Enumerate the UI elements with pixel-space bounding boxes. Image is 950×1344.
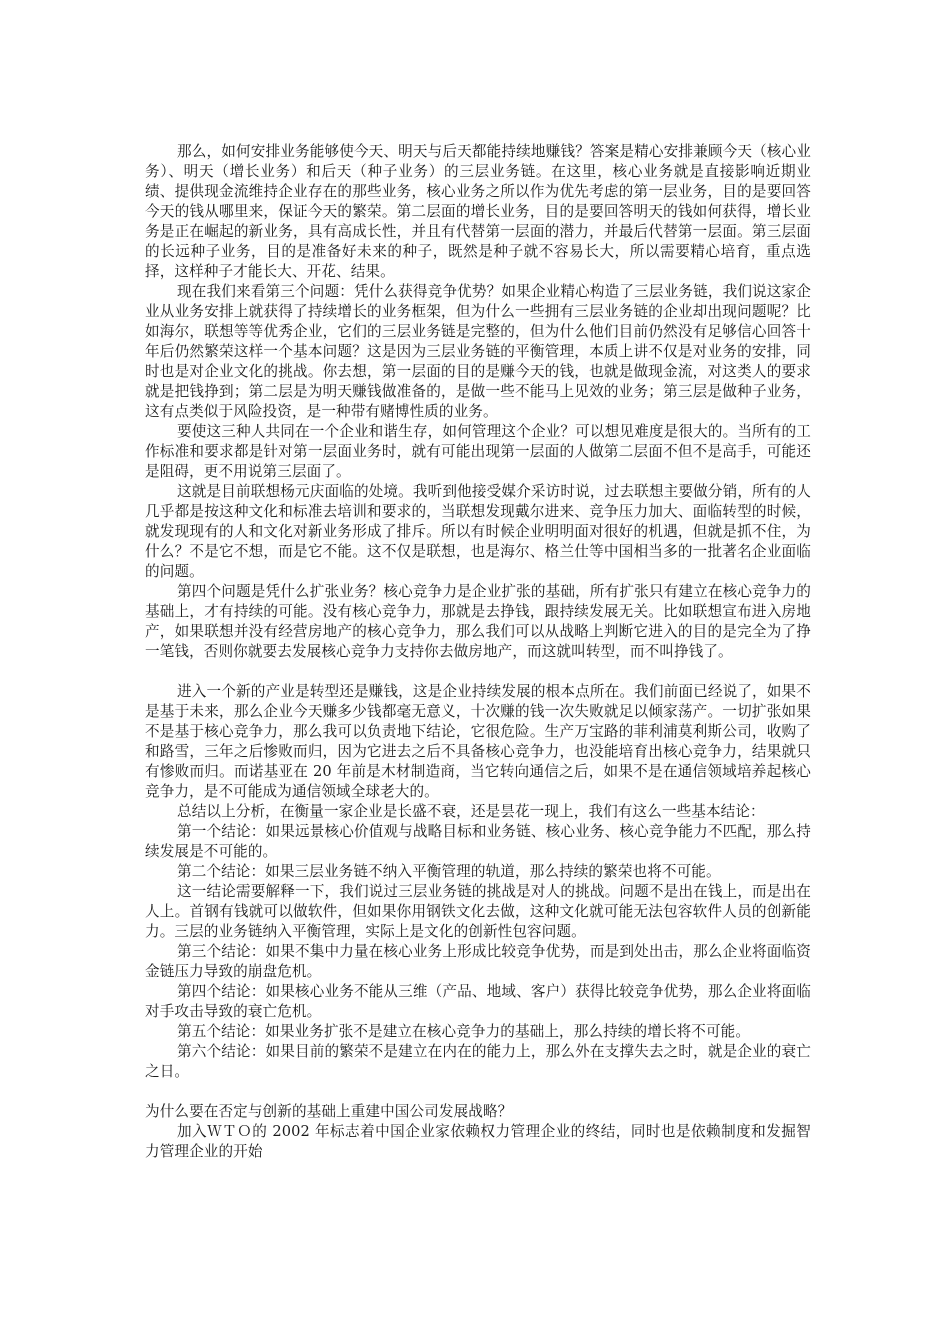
paragraph-conclusion-2: 第二个结论：如果三层业务链不纳入平衡管理的轨道，那么持续的繁荣也将不可能。 — [177, 863, 721, 880]
paragraph-expansion: 第四个问题是凭什么扩张业务？核心竞争力是企业扩张的基础，所有扩张只有建立在核心竞争力的基础上，才有持续的可能。没有核心竞争力，那就是去挣钱，跟持续发展无关。比如联想宣布进入房地产，如果联想并没有经营房地产的核心竞争力，那么我们可以从战略上判断它进入的目的是完全为了挣一笔钱，否则你就要去发展核心竞争力支持你去做房地产，而这就叫转型，而不叫挣钱了。 — [145, 583, 811, 660]
paragraph-lenovo-situation: 这就是目前联想杨元庆面临的处境。我听到他接受媒介采访时说，过去联想主要做分销，所有的人几乎都是按这种文化和标准去培训和要求的，当联想发现戴尔进来、竞争压力加大、面临转型的时候，就发现现有的人和文化对新业务形成了排斥。所以有时候企业明明面对很好的机遇，但就是抓不住，为什么？不是它不想，而是它不能。这不仅是联想，也是海尔、格兰仕等中国相当多的一批著名企业面临的问题。 — [145, 483, 811, 580]
paragraph-conclusion-6: 第六个结论：如果目前的繁荣不是建立在内在的能力上，那么外在支撑失去之时，就是企业的衰亡之日。 — [145, 1043, 811, 1080]
document-page — [145, 142, 811, 1162]
section-heading: 为什么要在否定与创新的基础上重建中国公司发展战略？ — [145, 1103, 513, 1120]
paragraph-conclusion-4: 第四个结论：如果核心业务不能从三维（产品、地域、客户）获得比较竞争优势，那么企业将面临对手攻击导致的衰亡危机。 — [145, 983, 811, 1020]
paragraph-gap — [145, 662, 811, 682]
paragraph-competitive-advantage: 现在我们来看第三个问题：凭什么获得竞争优势？如果企业精心构造了三层业务链，我们说这家企业从业务安排上就获得了持续增长的业务框架，但为什么一些拥有三层业务链的企业却出现问题呢？比如海尔，联想等等优秀企业，它们的三层业务链是完整的，但为什么他们目前仍然没有足够信心回答十年后仍然繁荣这样一个基本问题？这是因为三层业务链的平衡管理，本质上讲不仅是对业务的安排，同时也是对企业文化的挑战。你去想，第一层面的目的是赚今天的钱，也就是做现金流，对这类人的要求就是把钱挣到；第二层是为明天赚钱做准备的，是做一些不能马上见效的业务；第三层是做种子业务，这有点类似于风险投资，是一种带有赌博性质的业务。 — [145, 283, 811, 420]
paragraph-conclusion-2-explanation: 这一结论需要解释一下，我们说过三层业务链的挑战是对人的挑战。问题不是出在钱上，而是出在人上。首钢有钱就可以做软件，但如果你用钢铁文化去做，这种文化就可能无法包容软件人员的创新能力。三层的业务链纳入平衡管理，实际上是文化的创新性包容问题。 — [145, 883, 811, 940]
paragraph-management-difficulty: 要使这三种人共同在一个企业和谐生存，如何管理这个企业？可以想见难度是很大的。当所有的工作标准和要求都是针对第一层面业务时，就有可能出现第一层面的人做第二层面不但不是高手，可能还是阻碍，更不用说第三层面了。 — [145, 423, 811, 480]
paragraph-three-layer-chain: 那么，如何安排业务能够使今天、明天与后天都能持续地赚钱？答案是精心安排兼顾今天（核心业务）、明天（增长业务）和后天（种子业务）的三层业务链。在这里，核心业务就是直接影响近期业绩、提供现金流维持企业存在的那些业务，核心业务之所以作为优先考虑的第一层业务，目的是要回答今天的钱从哪里来，保证今天的繁荣。第二层面的增长业务，目的是要回答明天的钱如何获得，增长业务是正在崛起的新业务，具有高成长性，并且有代替第一层面的潜力，并最后代替第一层面。第三层面的长远种子业务，目的是准备好未来的种子，既然是种子就不容易长大，所以需要精心培育，重点选择，这样种子才能长大、开花、结果。 — [145, 143, 811, 280]
paragraph-conclusion-1: 第一个结论：如果远景核心价值观与战略目标和业务链、核心业务、核心竞争能力不匹配，那么持续发展是不可能的。 — [145, 823, 811, 860]
paragraph-conclusion-3: 第三个结论：如果不集中力量在核心业务上形成比较竞争优势，而是到处出击，那么企业将面临资金链压力导致的崩盘危机。 — [145, 943, 811, 980]
paragraph-transformation: 进入一个新的产业是转型还是赚钱，这是企业持续发展的根本点所在。我们前面已经说了，如果不是基于未来，那么企业今天赚多少钱都毫无意义，十次赚的钱一次失败就足以倾家荡产。一切扩张如果不是基于核心竞争力，那么我可以负责地下结论，它很危险。生产万宝路的菲利浦莫利斯公司，收购了和路雪，三年之后惨败而归，因为它进去之后不具备核心竞争力，也没能培育出核心竞争力，结果就只有惨败而归。而诺基亚在 20 年前是木材制造商，当它转向通信之后，如果不是在通信领域培养起核心竞争力，是不可能成为通信领域全球老大的。 — [145, 683, 811, 800]
paragraph-conclusion-5: 第五个结论：如果业务扩张不是建立在核心竞争力的基础上，那么持续的增长将不可能。 — [177, 1023, 751, 1040]
section-gap — [145, 1082, 811, 1102]
paragraph-summary-intro: 总结以上分析，在衡量一家企业是长盛不衰，还是昙花一现上，我们有这么一些基本结论： — [177, 803, 765, 820]
paragraph-wto: 加入ＷＴＯ的 2002 年标志着中国企业家依赖权力管理企业的终结，同时也是依赖制度和发掘智力管理企业的开始 — [145, 1123, 811, 1160]
